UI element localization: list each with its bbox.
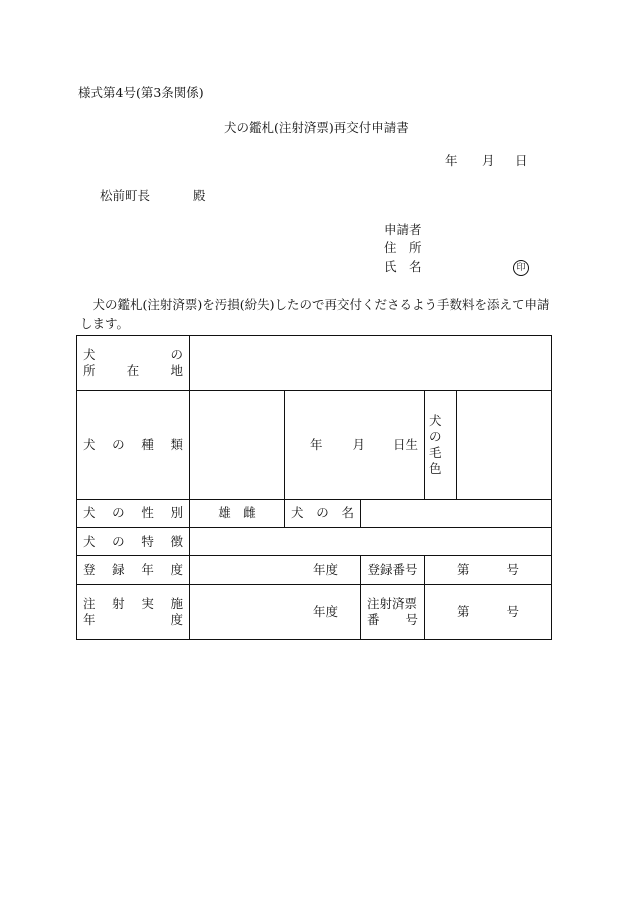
addressee-honorific: 殿	[193, 188, 206, 203]
applicant-name-label: 氏 名	[384, 259, 422, 274]
row-breed	[77, 391, 552, 500]
date-month: 月	[482, 153, 495, 168]
application-text: 犬の鑑札(注射済票)を汚損(紛失)したので再交付くださるよう手数料を添えて申請します。	[80, 297, 550, 331]
features-label: 犬 の 特 徴	[77, 528, 190, 556]
dog-name-field[interactable]	[361, 499, 552, 527]
coat-field[interactable]	[457, 391, 552, 500]
birth-year-unit: 年	[309, 436, 323, 452]
injection-year-label: 注 射 実 施 年 度	[77, 584, 190, 639]
injection-number-field[interactable]: 第 号	[425, 584, 552, 639]
application-form-table	[76, 335, 552, 640]
form-number: 様式第4号(第3条関係)	[78, 85, 204, 100]
row-registration	[77, 556, 552, 584]
seal-mark: 印	[513, 260, 529, 276]
injection-year-field[interactable]: 年度	[190, 584, 361, 639]
breed-label: 犬 の 種 類	[77, 391, 190, 500]
date-year: 年	[445, 153, 458, 168]
coat-label: 犬 の 毛 色	[425, 391, 457, 500]
row-location	[77, 336, 552, 391]
applicant-address-label: 住 所	[384, 240, 422, 255]
row-injection	[77, 584, 552, 639]
sex-label: 犬 の 性 別	[77, 499, 190, 527]
addressee-name: 松前町長	[100, 188, 151, 203]
location-field[interactable]	[190, 336, 552, 391]
birthdate-field[interactable]	[285, 391, 425, 500]
breed-field[interactable]	[190, 391, 285, 500]
document-title: 犬の鑑札(注射済票)再交付申請書	[224, 120, 409, 135]
birth-day-suffix: 日生	[392, 436, 418, 452]
registration-number-label: 登録番号	[361, 556, 425, 584]
birth-month-unit: 月	[352, 436, 365, 452]
features-field[interactable]	[190, 528, 552, 556]
registration-number-field[interactable]: 第 号	[425, 556, 552, 584]
row-sex-name	[77, 499, 552, 527]
applicant-heading: 申請者	[384, 222, 422, 237]
sex-options[interactable]: 雄 雌	[190, 499, 285, 527]
registration-year-field[interactable]: 年度	[190, 556, 361, 584]
dog-name-label: 犬 の 名	[285, 499, 361, 527]
injection-number-label: 注射済票 番 号	[361, 584, 425, 639]
location-label: 犬 の 所 在 地	[77, 336, 190, 391]
row-features	[77, 528, 552, 556]
registration-year-label: 登 録 年 度	[77, 556, 190, 584]
date-day: 日	[515, 153, 528, 168]
